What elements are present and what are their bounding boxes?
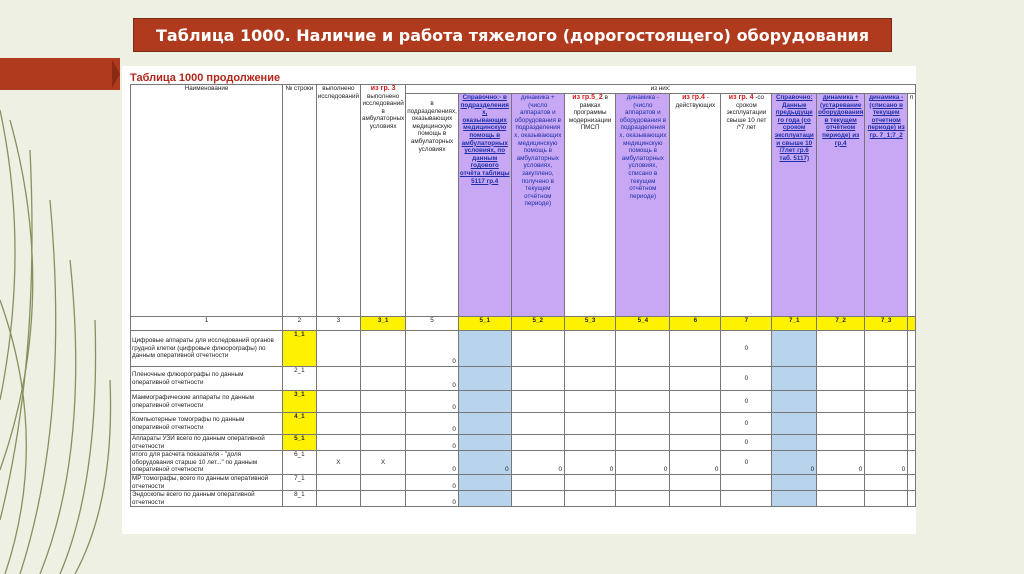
row-number-cell[interactable]: 3_1	[283, 391, 317, 413]
cell-col6[interactable]	[670, 367, 721, 391]
cell-col6[interactable]	[670, 435, 721, 451]
cell-col5-1[interactable]	[458, 391, 511, 413]
cell-col5-2[interactable]	[511, 367, 564, 391]
cell-extra[interactable]	[908, 491, 916, 507]
cell-col7[interactable]: 0	[721, 435, 772, 451]
row-number-cell[interactable]: 6_1	[283, 451, 317, 475]
row-number-cell[interactable]: 4_1	[283, 413, 317, 435]
cell-col5-2[interactable]: 0	[511, 451, 564, 475]
cell-col7[interactable]: 0	[721, 367, 772, 391]
cell-col7-3[interactable]	[865, 435, 908, 451]
row-name-cell[interactable]: Пленочные флюорографы по данным оперативной отчетности	[131, 367, 283, 391]
header-col5-3-text: в рамках программы модернизации ПМСП	[568, 94, 612, 132]
cell-col7-2[interactable]	[817, 413, 865, 435]
cell-col5-4[interactable]	[616, 331, 670, 367]
cell-col3[interactable]	[316, 435, 360, 451]
cell-col5-1[interactable]	[458, 474, 511, 490]
header-col5-3	[564, 94, 615, 317]
cell-col5-4[interactable]	[616, 435, 670, 451]
cell-col7-1[interactable]	[772, 435, 817, 451]
cell-col6[interactable]	[670, 491, 721, 507]
row-name-cell[interactable]: Эндоскопы всего по данным оперативной отчетности	[131, 491, 283, 507]
cell-col6[interactable]	[670, 413, 721, 435]
colnum: 6	[670, 317, 721, 331]
cell-col3-1[interactable]	[361, 474, 406, 490]
row-name-cell[interactable]: итого для расчета показателя - "доля оборудования старше 10 лет..." по данным оперативной отчетности	[131, 451, 283, 475]
header-col3-1	[361, 85, 406, 317]
cell-col5-4[interactable]: 0	[616, 451, 670, 475]
cell-col5-3[interactable]	[564, 413, 615, 435]
cell-col7-1[interactable]: 0	[772, 451, 817, 475]
cell-col5-1[interactable]	[458, 367, 511, 391]
cell-col3-1[interactable]	[361, 367, 406, 391]
row-number-cell[interactable]: 1_1	[283, 331, 317, 367]
cell-col7-2[interactable]	[817, 435, 865, 451]
cell-col7-3[interactable]: 0	[865, 451, 908, 475]
cell-col5[interactable]: 0	[406, 331, 459, 367]
cell-col5-3[interactable]	[564, 474, 615, 490]
cell-col7-3[interactable]	[865, 367, 908, 391]
cell-extra[interactable]	[908, 413, 916, 435]
cell-col7-1[interactable]	[772, 367, 817, 391]
header-col5-3-ref: из гр.5_2	[572, 94, 603, 101]
cell-col3-1[interactable]	[361, 435, 406, 451]
cell-col7-1[interactable]	[772, 491, 817, 507]
cell-col3[interactable]	[316, 413, 360, 435]
table-row	[131, 367, 916, 391]
spreadsheet	[122, 66, 916, 534]
cell-col7[interactable]: 0	[721, 331, 772, 367]
cell-col7-2[interactable]	[817, 391, 865, 413]
cell-col5-4[interactable]	[616, 367, 670, 391]
cell-col5-3[interactable]	[564, 331, 615, 367]
cell-extra[interactable]	[908, 451, 916, 475]
cell-col3[interactable]: X	[316, 451, 360, 475]
colnum: 5_2	[511, 317, 564, 331]
cell-col7-1[interactable]	[772, 331, 817, 367]
header-iz-nikh: из них:	[406, 85, 916, 94]
cell-col5[interactable]: 0	[406, 435, 459, 451]
cell-col7[interactable]: 0	[721, 391, 772, 413]
table-row	[131, 491, 916, 507]
cell-col5-1[interactable]: 0	[458, 451, 511, 475]
header-nomer-stroki: № строки	[283, 85, 317, 317]
header-col6	[670, 94, 721, 317]
cell-col5-2[interactable]	[511, 435, 564, 451]
header-col6-text: - действующих	[675, 94, 716, 109]
cell-col3-1[interactable]	[361, 413, 406, 435]
table-row	[131, 391, 916, 413]
cell-col5-3[interactable]	[564, 435, 615, 451]
cell-col7-2[interactable]	[817, 367, 865, 391]
colnum: 7_1	[772, 317, 817, 331]
cell-col5-1[interactable]	[458, 331, 511, 367]
colnum: 7_2	[817, 317, 865, 331]
colnum-extra	[908, 317, 916, 331]
cell-extra[interactable]	[908, 435, 916, 451]
cell-col3-1[interactable]	[361, 331, 406, 367]
header-col3-1-ref: из гр. 3	[370, 85, 396, 92]
cell-col7-3[interactable]	[865, 413, 908, 435]
row-name-cell[interactable]: Маммографические аппараты по данным оперативной отчетности	[131, 391, 283, 413]
cell-extra[interactable]	[908, 331, 916, 367]
cell-col5-3[interactable]: 0	[564, 451, 615, 475]
header-vypolneno: выполнено исследований	[316, 85, 360, 317]
cell-col5-2[interactable]	[511, 331, 564, 367]
column-number-row	[131, 317, 916, 331]
header-naimenovanie: Наименование	[131, 85, 283, 317]
cell-col5-4[interactable]	[616, 474, 670, 490]
cell-col5-4[interactable]	[616, 413, 670, 435]
cell-col5[interactable]: 0	[406, 391, 459, 413]
colnum: 7_3	[865, 317, 908, 331]
cell-extra[interactable]	[908, 474, 916, 490]
cell-col5-4[interactable]	[616, 491, 670, 507]
table-row	[131, 435, 916, 451]
table-row	[131, 331, 916, 367]
cell-col7-1[interactable]	[772, 413, 817, 435]
cell-col6[interactable]	[670, 331, 721, 367]
cell-col7-1[interactable]	[772, 391, 817, 413]
decorative-lines	[0, 0, 120, 574]
cell-extra[interactable]	[908, 391, 916, 413]
header-col7-text: -со сроком эксплуатации свыше 10 лет /*7 лет	[726, 94, 767, 132]
colnum: 2	[283, 317, 317, 331]
row-name-cell[interactable]: Компьютерные томографы по данным оперативной отчетности	[131, 413, 283, 435]
row-number-cell[interactable]: 7_1	[283, 474, 317, 490]
cell-col7-2[interactable]	[817, 491, 865, 507]
header-col3-1-text: выполнено исследований в амбулаторных условиях	[362, 92, 405, 130]
cell-col5-3[interactable]	[564, 367, 615, 391]
header-col5-1: Справочно:- в подразделения х, оказывающих медицинскую помощь в амбулаторных условиях, по данным годового отчёта таблицы 5117 гр.4	[458, 94, 511, 317]
cell-col3[interactable]	[316, 331, 360, 367]
row-number-cell[interactable]: 2_1	[283, 367, 317, 391]
cell-col3[interactable]	[316, 491, 360, 507]
row-name-cell[interactable]: Аппараты УЗИ всего по данным оперативной отчетности	[131, 435, 283, 451]
cell-col7-2[interactable]: 0	[817, 451, 865, 475]
cell-extra[interactable]	[908, 367, 916, 391]
header-col6-ref: из гр.4	[682, 94, 705, 101]
cell-col5[interactable]: 0	[406, 451, 459, 475]
table-caption: Таблица 1000 продолжение	[130, 72, 281, 84]
data-table	[130, 84, 916, 507]
cell-col5[interactable]: 0	[406, 491, 459, 507]
table-row	[131, 413, 916, 435]
header-col7-3: динамика - (списано в текущем отчетном периоде) из гр. 7_1;7_2	[865, 94, 908, 317]
cell-col7-2[interactable]	[817, 474, 865, 490]
header-col-extra: п	[908, 94, 916, 317]
table-row	[131, 451, 916, 475]
row-name-cell[interactable]: МР томографы, всего по данным оперативной отчетности	[131, 474, 283, 490]
colnum: 3	[316, 317, 360, 331]
cell-col7[interactable]	[721, 491, 772, 507]
table-row	[131, 474, 916, 490]
header-col7-2: динамика + (устаревание оборудования в текущем отчётном периоде) из гр.4	[817, 94, 865, 317]
cell-col7[interactable]	[721, 474, 772, 490]
row-number-cell[interactable]: 5_1	[283, 435, 317, 451]
cell-col7-3[interactable]	[865, 474, 908, 490]
header-col7-ref: из гр. 4	[728, 94, 754, 101]
cell-col3[interactable]	[316, 391, 360, 413]
cell-col3-1[interactable]	[361, 491, 406, 507]
colnum: 1	[131, 317, 283, 331]
header-col5: в подразделениях, оказывающих медицинскую помощь в амбулаторных условиях	[406, 94, 459, 317]
cell-col6[interactable]	[670, 474, 721, 490]
header-col5-4: динамика - (число аппаратов и оборудования в подразделения х, оказывающих медицинскую помощь в амбулаторных условиях, списано в текущем отчётном периоде)	[616, 94, 670, 317]
cell-col7-3[interactable]	[865, 391, 908, 413]
cell-col5-4[interactable]	[616, 391, 670, 413]
cell-col5-2[interactable]	[511, 413, 564, 435]
cell-col5[interactable]: 0	[406, 413, 459, 435]
colnum: 7	[721, 317, 772, 331]
cell-col5-1[interactable]	[458, 491, 511, 507]
row-name-cell[interactable]: Цифровые аппараты для исследований органов грудной клетки (цифровые флюорографы) по данным оперативной отчетности	[131, 331, 283, 367]
header-col7	[721, 94, 772, 317]
cell-col5-3[interactable]	[564, 491, 615, 507]
cell-col7-1[interactable]	[772, 474, 817, 490]
cell-col3[interactable]	[316, 474, 360, 490]
cell-col7[interactable]: 0	[721, 451, 772, 475]
cell-col5-1[interactable]	[458, 413, 511, 435]
header-col7-1: Справочно: Данные предыдуще го года (со сроком эксплуатаци и свыше 10 /7лет гр.6 таб. 5117)	[772, 94, 817, 317]
cell-col5-2[interactable]	[511, 391, 564, 413]
row-number-cell[interactable]: 8_1	[283, 491, 317, 507]
colnum: 5_3	[564, 317, 615, 331]
cell-col7-3[interactable]	[865, 491, 908, 507]
cell-col3[interactable]	[316, 367, 360, 391]
cell-col3-1[interactable]	[361, 391, 406, 413]
colnum: 5	[406, 317, 459, 331]
cell-col6[interactable]	[670, 391, 721, 413]
header-col5-2: динамика + (число аппаратов и оборудования в подразделения х, оказывающих медицинскую помощь в амбулаторных условиях, закуплено, получено в текущем отчётном периоде)	[511, 94, 564, 317]
cell-col5-2[interactable]	[511, 491, 564, 507]
slide-title: Таблица 1000. Наличие и работа тяжелого (дорогостоящего) оборудования	[133, 18, 892, 52]
colnum: 5_1	[458, 317, 511, 331]
cell-col5[interactable]: 0	[406, 367, 459, 391]
colnum: 3_1	[361, 317, 406, 331]
cell-col7-2[interactable]	[817, 331, 865, 367]
cell-col7-3[interactable]	[865, 331, 908, 367]
cell-col7[interactable]: 0	[721, 413, 772, 435]
cell-col3-1[interactable]: X	[361, 451, 406, 475]
cell-col5-2[interactable]	[511, 474, 564, 490]
cell-col6[interactable]: 0	[670, 451, 721, 475]
colnum: 5_4	[616, 317, 670, 331]
cell-col5-3[interactable]	[564, 391, 615, 413]
cell-col5-1[interactable]	[458, 435, 511, 451]
cell-col5[interactable]: 0	[406, 474, 459, 490]
